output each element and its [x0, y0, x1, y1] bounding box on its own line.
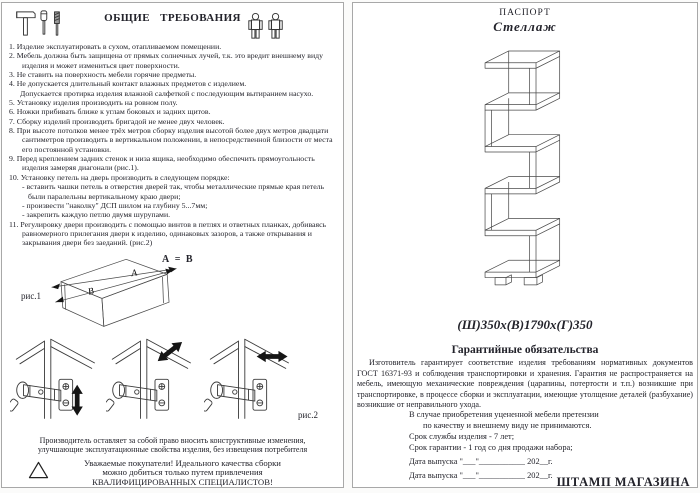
figure-2-area	[2, 332, 343, 434]
hammer-screwdriver-awl-icon	[13, 8, 65, 39]
figure-1-caption: рис.1	[21, 290, 42, 301]
page-title: ОБЩИЕ ТРЕБОВАНИЯ	[104, 12, 241, 24]
left-page	[1, 2, 344, 488]
requirement-line: - вставить чашки петель в отверстия дверей так, чтобы металлические прямые края петель были паралельны вертикальному краю двери;	[22, 182, 325, 201]
diagonal-equality-note: А = В	[162, 253, 193, 265]
product-name: Стеллаж	[493, 19, 557, 34]
requirement-line: 6. Ножки прибивать ближе к углам боковых и задних щитов.	[9, 107, 211, 117]
requirement-line: 5. Установку изделия производить на ровном полу.	[9, 98, 178, 108]
warning-text	[2, 459, 343, 488]
figure-1-area	[2, 248, 343, 332]
figure-2-caption: рис.2	[298, 409, 319, 420]
warning-line: КВАЛИФИЦИРОВАННЫХ СПЕЦИАЛИСТОВ!	[92, 477, 273, 488]
customer-warning	[2, 455, 343, 488]
warning-triangle-icon	[28, 461, 49, 479]
warning-line: можно добиться только путем привлечения	[102, 467, 263, 478]
requirement-line: 11. Регулировку двери производить с помощью винтов в петлях и ответных планках, добиваясь равномерного прилегания двери к изделию, одинаковых зазоров, а также открывания и закрывания двери без заеданий. (рис.2)	[9, 219, 327, 248]
box-diagonals-drawing	[40, 250, 190, 332]
zigzag-shelf-drawing	[435, 47, 617, 297]
requirement-line: 9. Перед креплением задних стенок и низа ящика, необходимо обеспечить прямоугольность изделия замеряя диагонали (рис.1).	[9, 154, 315, 173]
hinge-vertical-adjust-drawing	[10, 332, 98, 432]
requirement-line: 8. При высоте потолков менее трёх метров сборку изделия высотой более двух метров двадцати сантиметров производить в вертикальном положении, в непосредственной близости от места его постоянной установки.	[9, 126, 333, 154]
warranty-period-line: Срок гарантии - 1 год со дня продажи набора;	[409, 442, 573, 452]
svg-text:В: В	[87, 286, 96, 298]
shop-stamp-label: ШТАМП МАГАЗИНА	[556, 475, 690, 489]
hinge-diagonal-adjust-drawing	[106, 332, 194, 432]
requirement-line: 2. Мебель должна быть защищена от прямых солнечных лучей, т.к. это вредит внешнему виду изделия и может измениться цвет поверхности.	[9, 51, 323, 70]
document-type-title: ПАСПОРТ	[499, 8, 551, 18]
right-page	[352, 2, 698, 488]
requirement-line: 3. Не ставить на поверхность мебели горячие предметы.	[9, 70, 197, 80]
requirement-line: - закрепить каждую петлю двумя шурупами.	[22, 210, 171, 220]
hinge-depth-adjust-drawing	[204, 332, 292, 432]
warranty-title: Гарантийные обязательства	[451, 344, 599, 356]
service-life-line: Срок службы изделия - 7 лет;	[409, 431, 515, 441]
discount-note-line: В случае приобретения уцененной мебели претензии	[409, 410, 599, 419]
manufacturer-note-line: Производитель оставляет за собой право вносить конструктивные изменения,	[39, 435, 306, 445]
requirement-line: 4. Не допускается длительный контакт влажных предметов с изделием.	[9, 79, 247, 89]
manufacturer-note	[2, 434, 343, 455]
requirement-line: 10. Установку петель на дверь производить в следующем порядке:	[9, 172, 230, 182]
warning-line: Уважаемые покупатели! Идеального качества сборки	[84, 457, 281, 468]
requirements-list	[2, 39, 343, 248]
left-page-header	[2, 3, 343, 39]
discount-note-line: по качеству и внешнему виду не принимаются.	[423, 420, 592, 430]
warranty-text: Изготовитель гарантирует соответствие изделия требованиям нормативных документов ГОСТ 16371-93 и соблюдения транспортировки и хранения. Гарантия не распространяется на мебель, имеющую механические повреждения (царапины, потертости и т.п.) возникшие при транспортировке, в процессе сборки и эксплуатации, имеющие утолщение деталей (разбухание) возникшие от неправильного ухода.	[357, 358, 693, 410]
two-person-assembly-icon	[245, 12, 287, 41]
product-dimensions: (Ш)350х(В)1790х(Г)350	[457, 317, 593, 332]
requirement-line: 1. Изделие эксплуатировать в сухом, отапливаемом помещении.	[9, 42, 222, 51]
svg-text:А: А	[130, 267, 138, 279]
manufacturer-note-line: улучшающие эксплуатационные свойства изделия, без извещения потребителя	[37, 445, 308, 455]
requirement-line: Допускается протирка изделия влажной салфеткой с последующим вытиранием насухо.	[20, 88, 314, 98]
issue-date-line: Дата выпуска "___"___________ 202__г.	[409, 471, 553, 480]
issue-date-line: Дата выпуска "___"___________ 202__г.	[409, 457, 553, 466]
requirement-line: - произвести "наколку" ДСП шилом на глубину 5...7мм;	[22, 200, 208, 210]
requirement-line: 7. Сборку изделий производить бригадой не менее двух человек.	[9, 116, 225, 126]
